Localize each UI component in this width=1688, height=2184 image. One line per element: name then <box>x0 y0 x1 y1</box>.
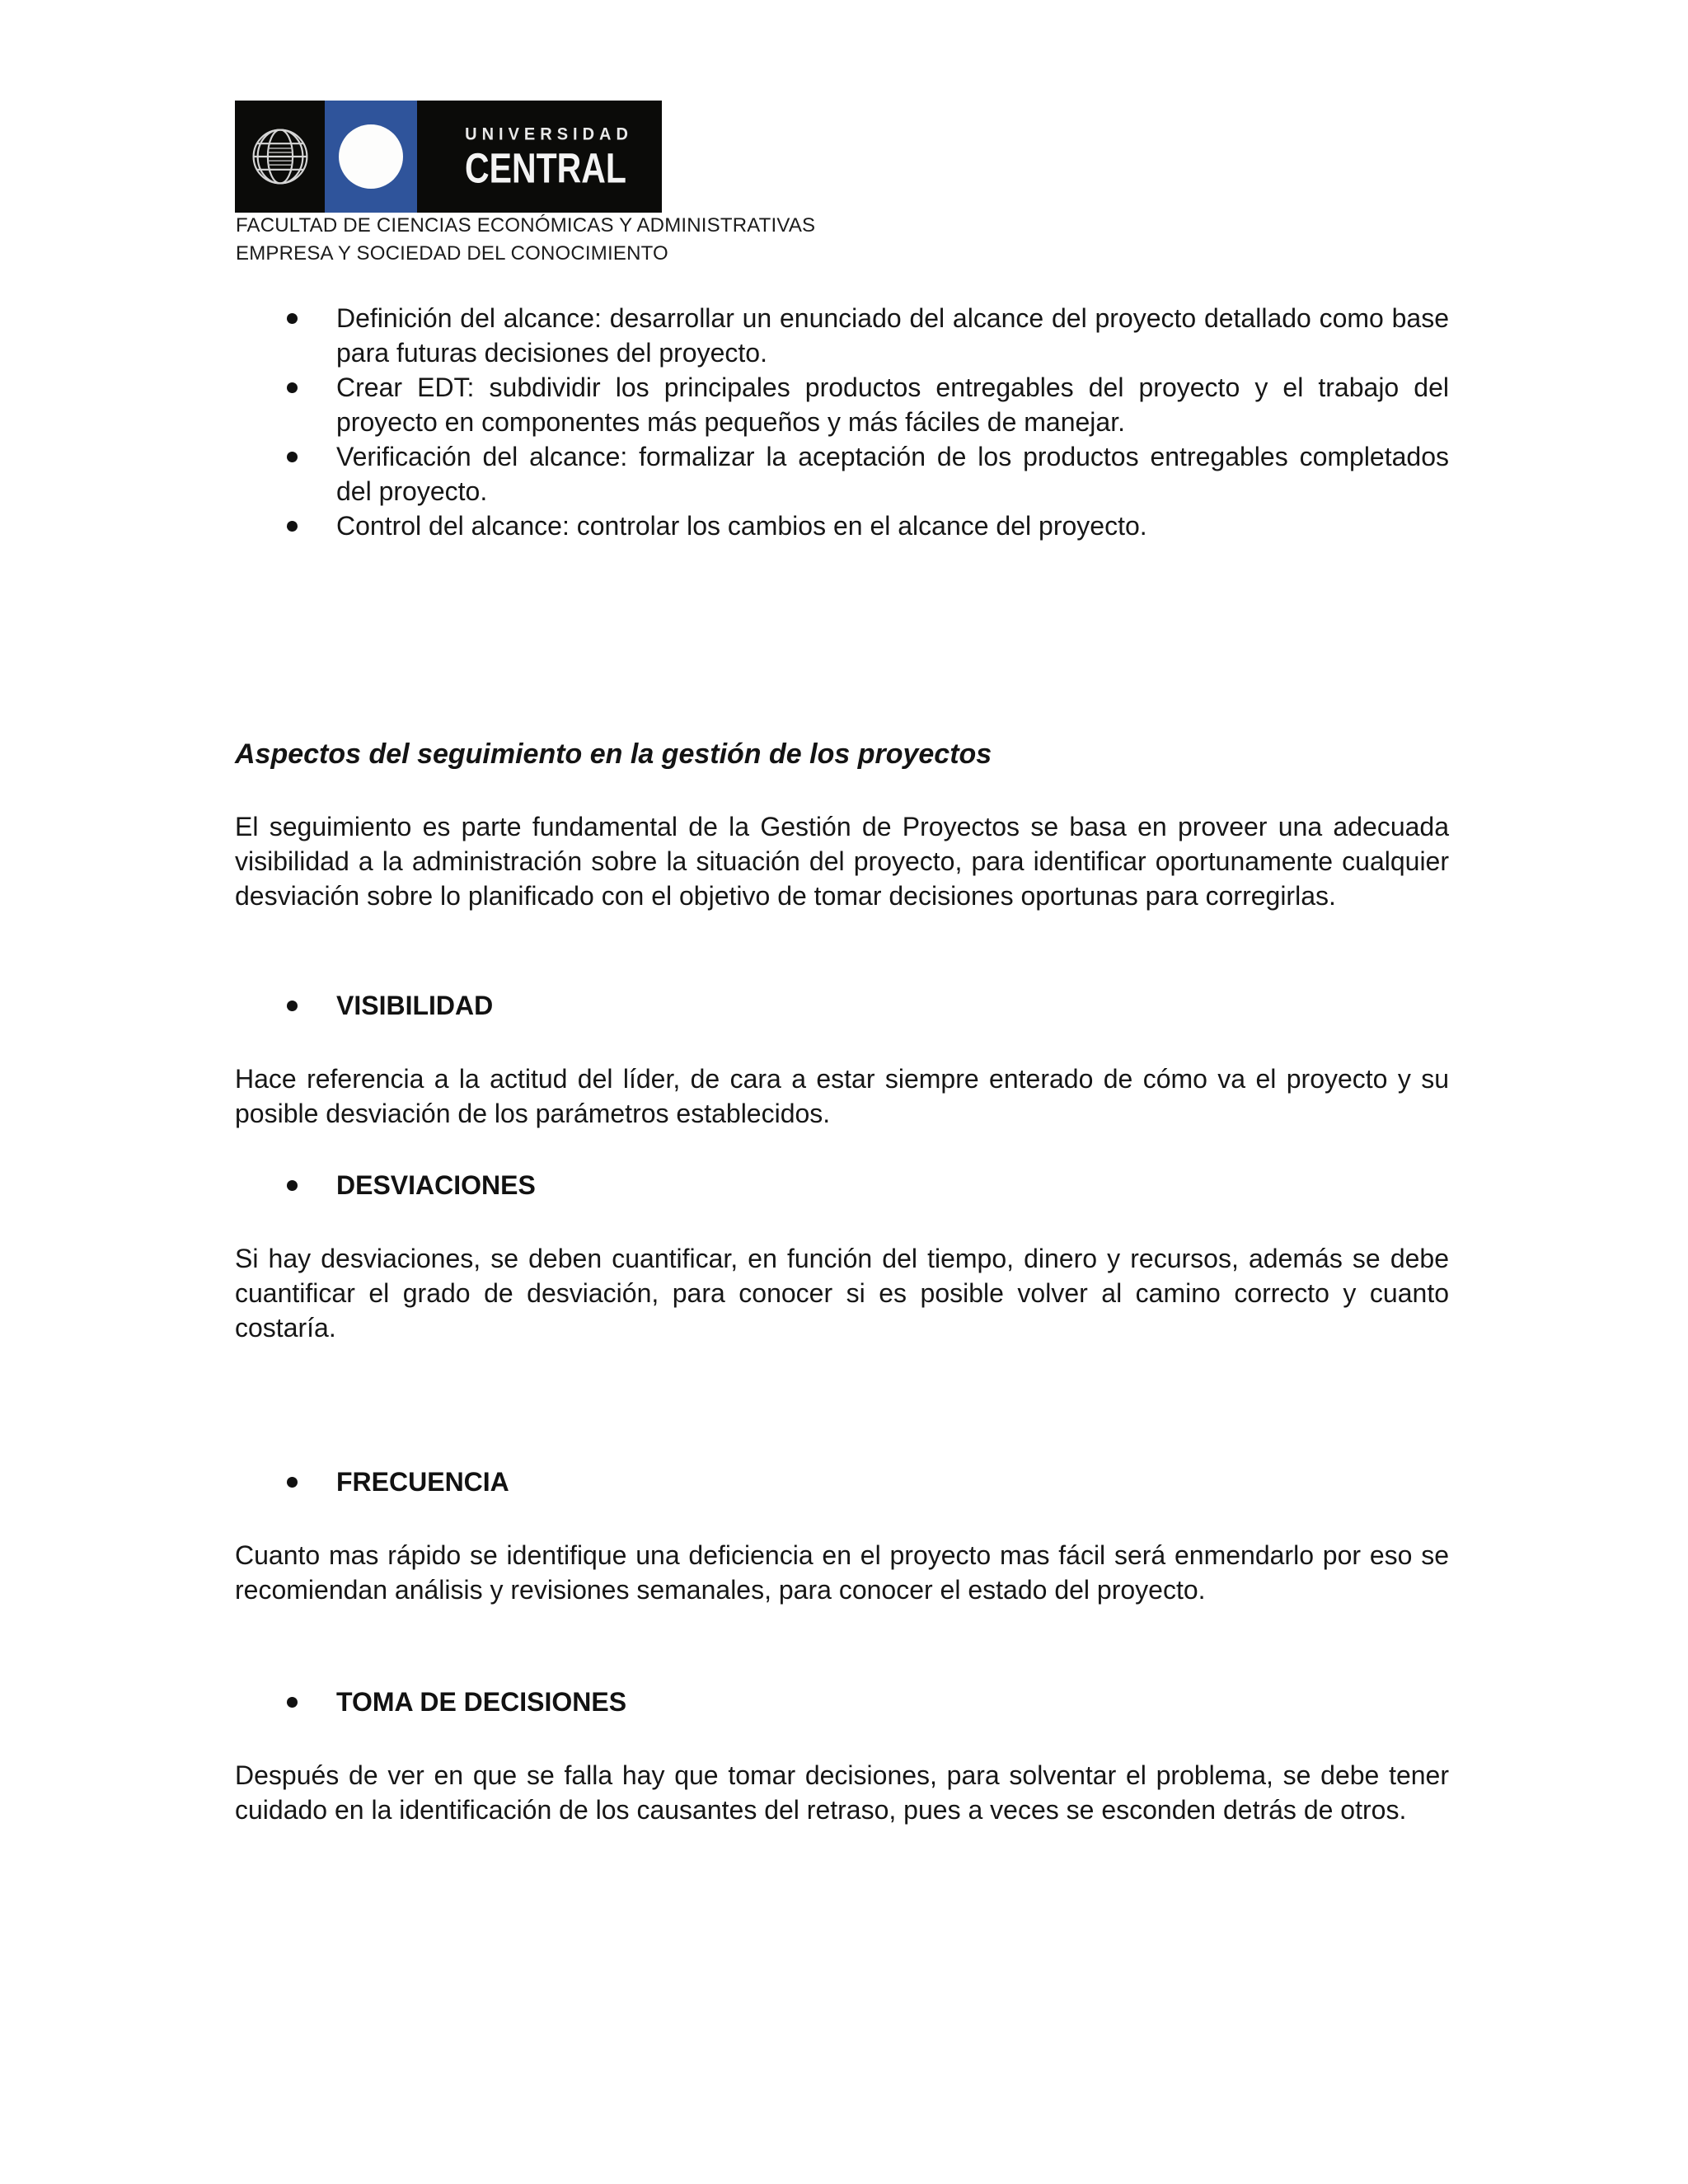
globe-icon <box>251 127 310 186</box>
aspect-body-visibilidad: Hace referencia a la actitud del líder, de cara a estar siempre enterado de cómo va el proyecto y su posible desviación de los parámetros establecidos. <box>235 1064 1449 1128</box>
aspect-body-frecuencia: Cuanto mas rápido se identifique una deficiencia en el proyecto mas fácil será enmendarlo por eso se recomiendan análisis y revisiones semanales, para conocer el estado del proyecto. <box>235 1540 1449 1605</box>
logo-blue-segment <box>325 101 417 213</box>
logo-circle-icon <box>339 124 403 189</box>
program-line: EMPRESA Y SOCIEDAD DEL CONOCIMIENTO <box>236 242 668 265</box>
aspect-title-toma-de-decisiones: TOMA DE DECISIONES <box>235 1685 1449 1719</box>
document-header <box>236 212 815 268</box>
list-item: Crear EDT: subdividir los principales productos entregables del proyecto y el trabajo del proyecto en componentes más pequeños y más fáciles de manejar. <box>235 370 1449 439</box>
faculty-line: FACULTAD DE CIENCIAS ECONÓMICAS Y ADMINISTRATIVAS <box>236 214 816 237</box>
aspect-title-frecuencia: FRECUENCIA <box>235 1465 1449 1499</box>
university-logo <box>235 101 662 213</box>
aspect-title-visibilidad: VISIBILIDAD <box>235 988 1449 1023</box>
aspect-title-desviaciones: DESVIACIONES <box>235 1168 1449 1202</box>
list-item: Definición del alcance: desarrollar un enunciado del alcance del proyecto detallado como base para futuras decisiones del proyecto. <box>235 301 1449 370</box>
aspect-body-toma-de-decisiones: Después de ver en que se falla hay que tomar decisiones, para solventar el problema, se debe tener cuidado en la identificación de los causantes del retraso, pues a veces se esconden detrás de otros. <box>235 1760 1449 1825</box>
section-heading: Aspectos del seguimiento en la gestión de los proyectos <box>235 738 992 770</box>
intro-paragraph: El seguimiento es parte fundamental de la Gestión de Proyectos se basa en proveer una adecuada visibilidad a la administración sobre la situación del proyecto, para identificar oportunamente cualquier desviación sobre lo planificado con el objetivo de tomar decisiones oportunas para corregirlas. <box>235 812 1449 911</box>
list-item: Control del alcance: controlar los cambios en el alcance del proyecto. <box>235 509 1449 543</box>
logo-universidad-text: UNIVERSIDAD <box>465 124 633 144</box>
logo-wordmark <box>417 101 662 213</box>
logo-globe-segment <box>235 101 325 213</box>
list-item: Verificación del alcance: formalizar la aceptación de los productos entregables completados del proyecto. <box>235 439 1449 509</box>
aspect-body-desviaciones: Si hay desviaciones, se deben cuantificar, en función del tiempo, dinero y recursos, además se debe cuantificar el grado de desviación, para conocer si es posible volver al camino correcto y cuanto costaría. <box>235 1244 1449 1343</box>
scope-bullet-list <box>235 301 1449 543</box>
logo-central-text: CENTRAL <box>465 144 627 192</box>
